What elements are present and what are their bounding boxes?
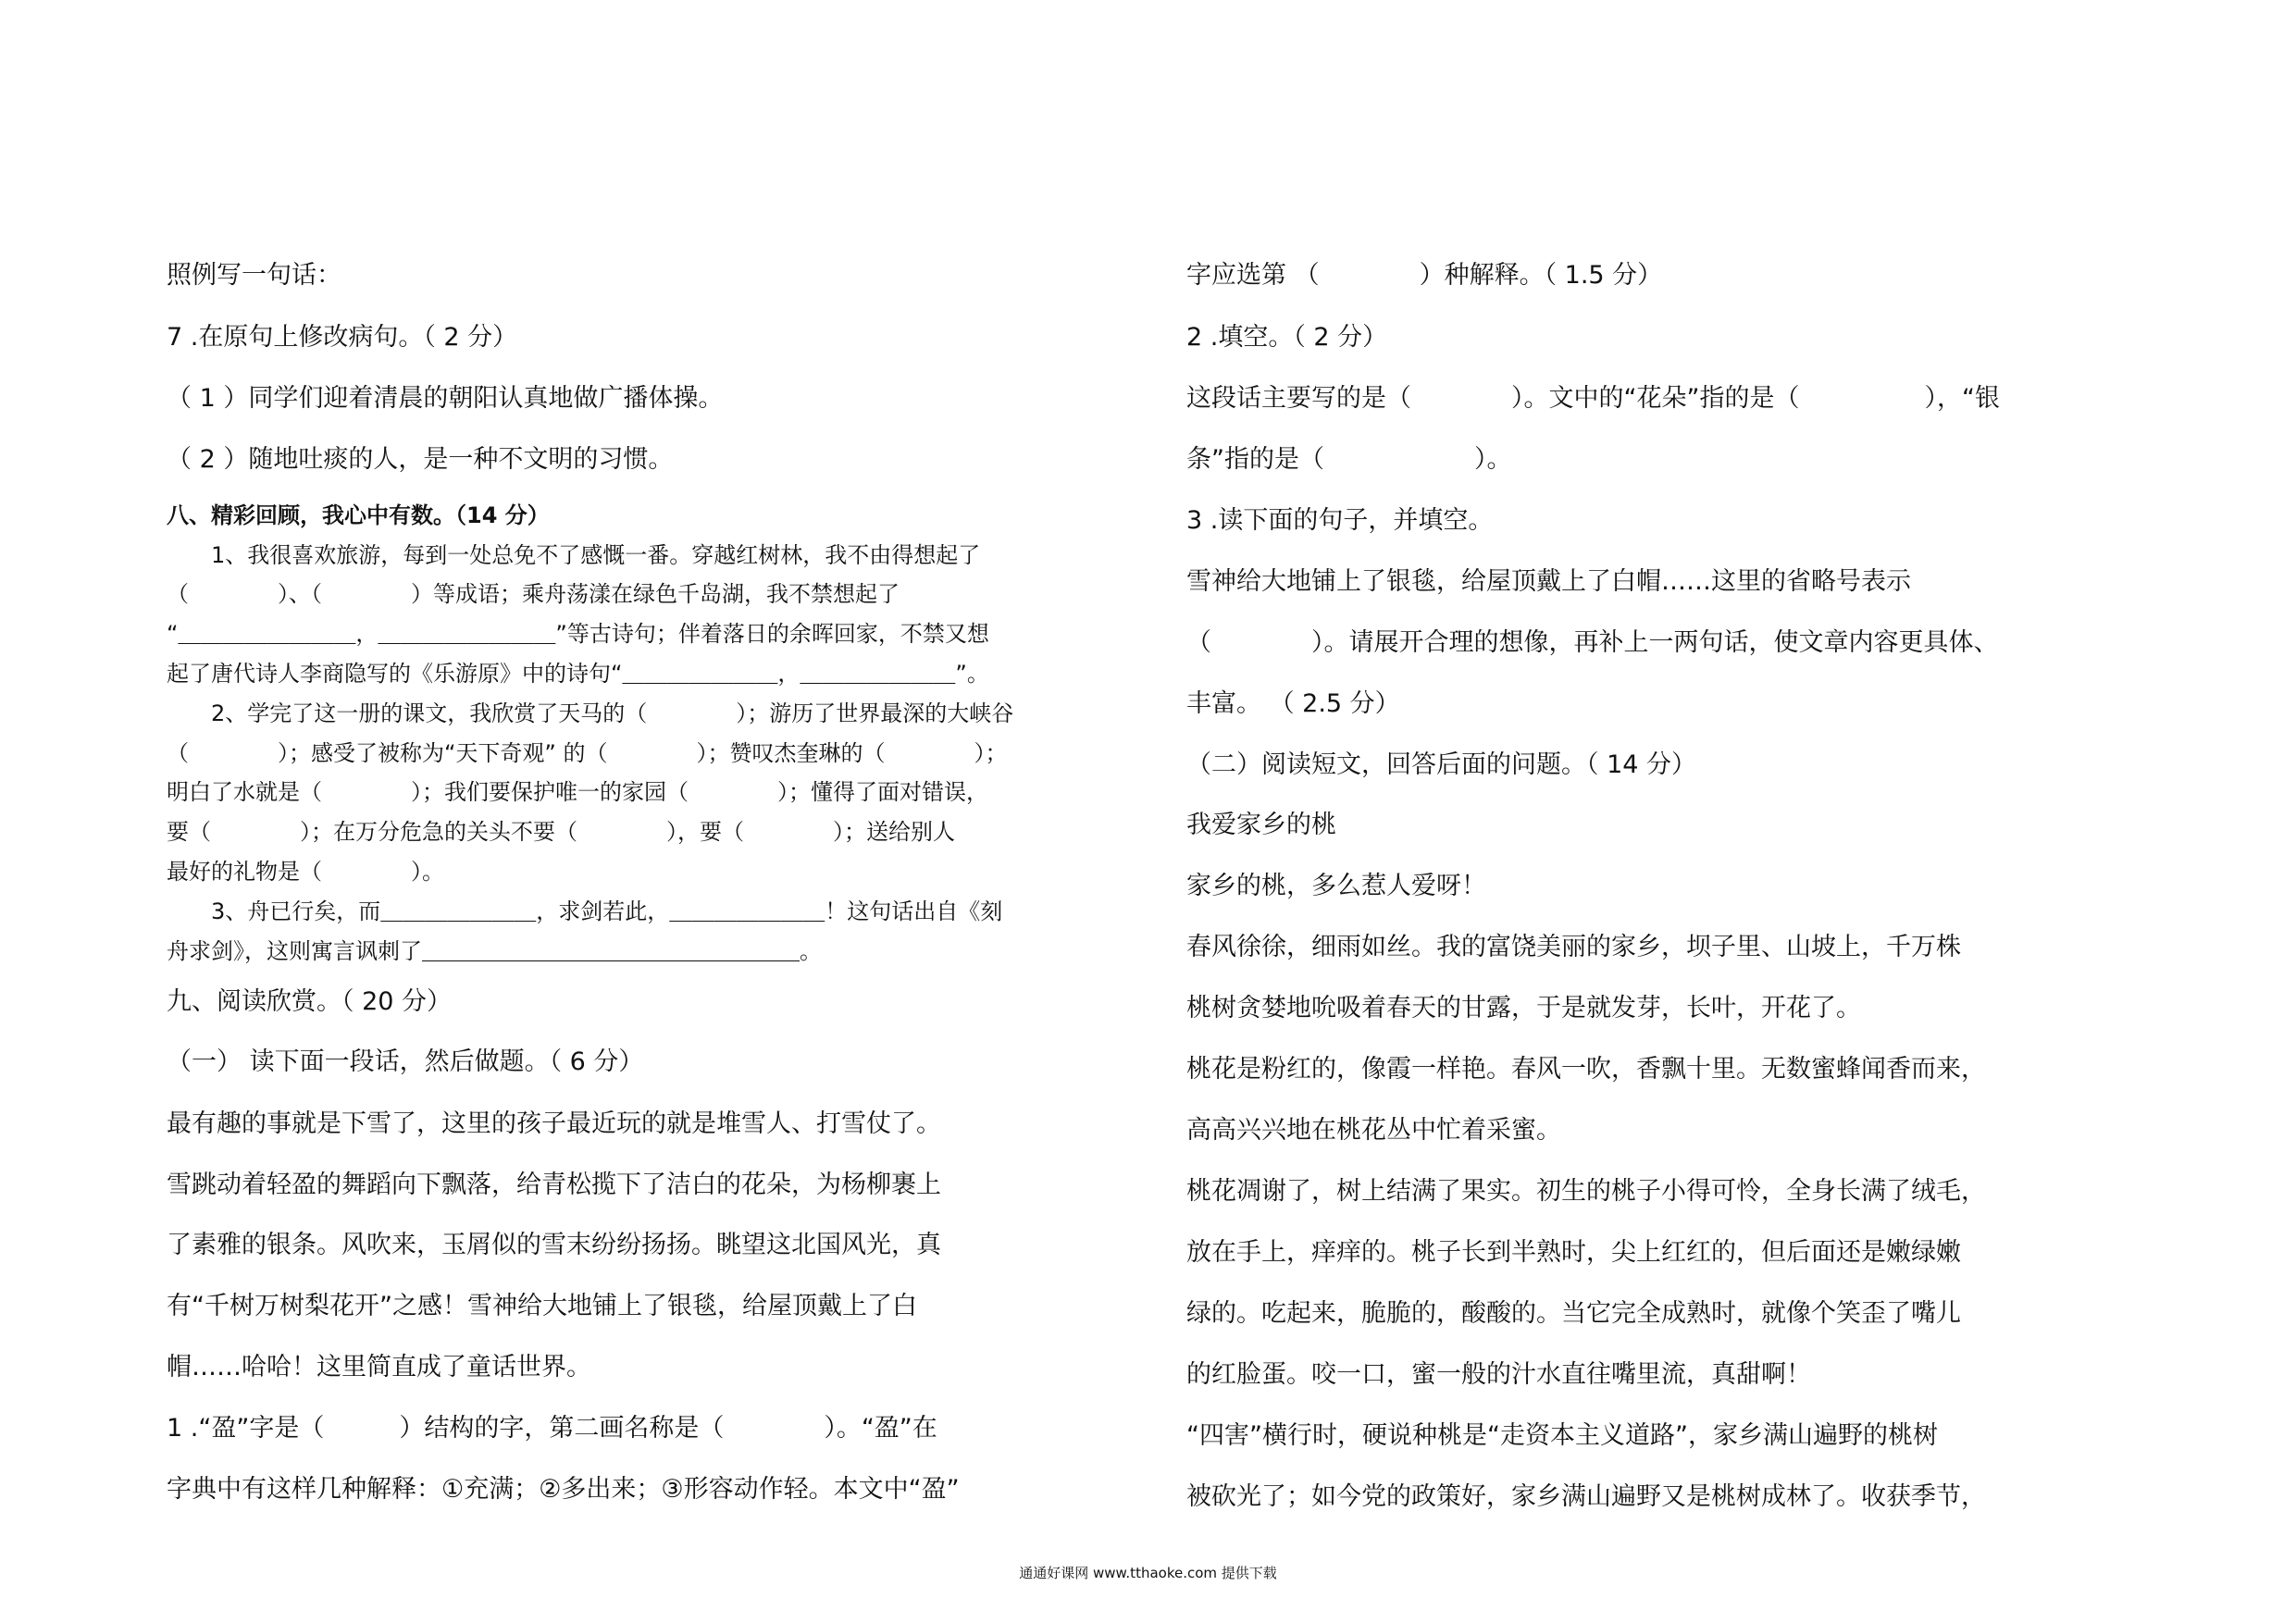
passage-line: 最有趣的事就是下雪了，这里的孩子最近玩的就是堆雪人、打雪仗了。: [167, 1109, 941, 1138]
passage-line: 桃树贪婪地吮吸着春天的甘露，于是就发芽，长叶，开花了。: [1186, 994, 1861, 1022]
question-line: 雪神给大地铺上了银毯，给屋顶戴上了白帽……这里的省略号表示: [1186, 567, 1911, 596]
passage-line: 有“千树万树梨花开”之感！雪神给大地铺上了银毯，给屋顶戴上了白: [167, 1292, 917, 1320]
passage-line: 的红脸蛋。咬一口，蜜一般的汁水直往嘴里流，真甜啊！: [1186, 1360, 1811, 1389]
text-line: “＿＿＿＿＿＿＿＿，＿＿＿＿＿＿＿＿”等古诗句；伴着落日的余晖回家，不禁又想: [167, 621, 989, 647]
passage-line: 绿的。吃起来，脆脆的，酸酸的。当它完全成熟时，就像个笑歪了嘴儿: [1186, 1299, 1961, 1328]
text-line: （ ）；感受了被称为“天下奇观” 的（ ）；赞叹杰奎琳的（ ）；: [167, 740, 1008, 766]
subsection-heading: （一） 读下面一段话，然后做题。（ 6 分）: [167, 1047, 644, 1076]
page-footer: 通通好课网 www.tthaoke.com 提供下载: [1019, 1565, 1277, 1581]
question-heading: 3 .读下面的句子，并填空。: [1186, 506, 1494, 535]
passage-title: 我爱家乡的桃: [1186, 811, 1336, 839]
question-line: 丰富。 （ 2.5 分）: [1186, 689, 1400, 718]
question-line: 字应选第 （ ）种解释。（ 1.5 分）: [1186, 261, 1663, 290]
text-line: （ 1 ）同学们迎着清晨的朝阳认真地做广播体操。: [167, 384, 724, 413]
question-line: （ ）。请展开合理的想像，再补上一两句话，使文章内容更具体、: [1186, 628, 1999, 657]
question-line: 条”指的是（ ）。: [1186, 445, 1512, 474]
passage-line: 家乡的桃，多么惹人爱呀！: [1186, 872, 1486, 900]
question-line: 字典中有这样几种解释：①充满；②多出来；③形容动作轻。本文中“盈”: [167, 1475, 960, 1504]
text-line: 照例写一句话：: [167, 261, 341, 290]
subsection-heading: （二）阅读短文，回答后面的问题。（ 14 分）: [1186, 750, 1697, 779]
text-line: 最好的礼物是（ ）。: [167, 859, 444, 885]
text-line: 起了唐代诗人李商隐写的《乐游原》中的诗句“＿＿＿＿＿＿＿，＿＿＿＿＿＿＿”。: [167, 661, 989, 687]
passage-line: 帽……哈哈！这里简直成了童话世界。: [167, 1353, 591, 1381]
passage-line: “四害”横行时，硬说种桃是“走资本主义道路”，家乡满山遍野的桃树: [1186, 1421, 1938, 1450]
section-heading: 八、精彩回顾，我心中有数。（14 分）: [167, 502, 550, 528]
text-line: （ ）、（ ）等成语；乘舟荡漾在绿色千岛湖，我不禁想起了: [167, 581, 900, 607]
passage-line: 高高兴兴地在桃花丛中忙着采蜜。: [1186, 1116, 1561, 1145]
passage-line: 桃花凋谢了，树上结满了果实。初生的桃子小得可怜，全身长满了绒毛，: [1186, 1177, 1986, 1206]
text-line: 要（ ）；在万分危急的关头不要（ ），要（ ）；送给别人: [167, 819, 955, 845]
text-line: （ 2 ）随地吐痰的人，是一种不文明的习惯。: [167, 445, 674, 474]
passage-line: 被砍光了；如今党的政策好，家乡满山遍野又是桃树成林了。收获季节，: [1186, 1482, 1986, 1511]
passage-line: 雪跳动着轻盈的舞蹈向下飘落，给青松揽下了洁白的花朵，为杨柳裹上: [167, 1171, 941, 1199]
passage-line: 了素雅的银条。风吹来，玉屑似的雪末纷纷扬扬。眺望这北国风光，真: [167, 1231, 941, 1259]
text-line: 3、舟已行矣，而＿＿＿＿＿＿＿，求剑若此，＿＿＿＿＿＿＿！这句话出自《刻: [167, 898, 1003, 924]
passage-line: 桃花是粉红的，像霞一样艳。春风一吹，香飘十里。无数蜜蜂闻香而来，: [1186, 1055, 1986, 1084]
question-heading: 7 .在原句上修改病句。（ 2 分）: [167, 323, 518, 352]
question-line: 这段话主要写的是（ ）。文中的“花朵”指的是（ ），“银: [1186, 384, 2000, 413]
section-heading: 九、阅读欣赏。（ 20 分）: [167, 987, 453, 1016]
passage-line: 放在手上，痒痒的。桃子长到半熟时，尖上红红的，但后面还是嫩绿嫩: [1186, 1238, 1961, 1267]
text-line: 2、学完了这一册的课文，我欣赏了天马的（ ）；游历了世界最深的大峡谷: [167, 700, 1014, 726]
text-line: 1、我很喜欢旅游，每到一处总免不了感慨一番。穿越红树林，我不由得想起了: [167, 542, 981, 568]
text-line: 舟求剑》，这则寓言讽刺了＿＿＿＿＿＿＿＿＿＿＿＿＿＿＿＿＿。: [167, 938, 822, 964]
text-line: 明白了水就是（ ）；我们要保护唯一的家园（ ）；懂得了面对错误，: [167, 779, 988, 805]
question-heading: 2 .填空。（ 2 分）: [1186, 323, 1388, 352]
question-line: 1 .“盈”字是（ ）结构的字，第二画名称是（ ）。“盈”在: [167, 1414, 937, 1443]
passage-line: 春风徐徐，细雨如丝。我的富饶美丽的家乡，坝子里、山坡上，千万株: [1186, 933, 1961, 961]
